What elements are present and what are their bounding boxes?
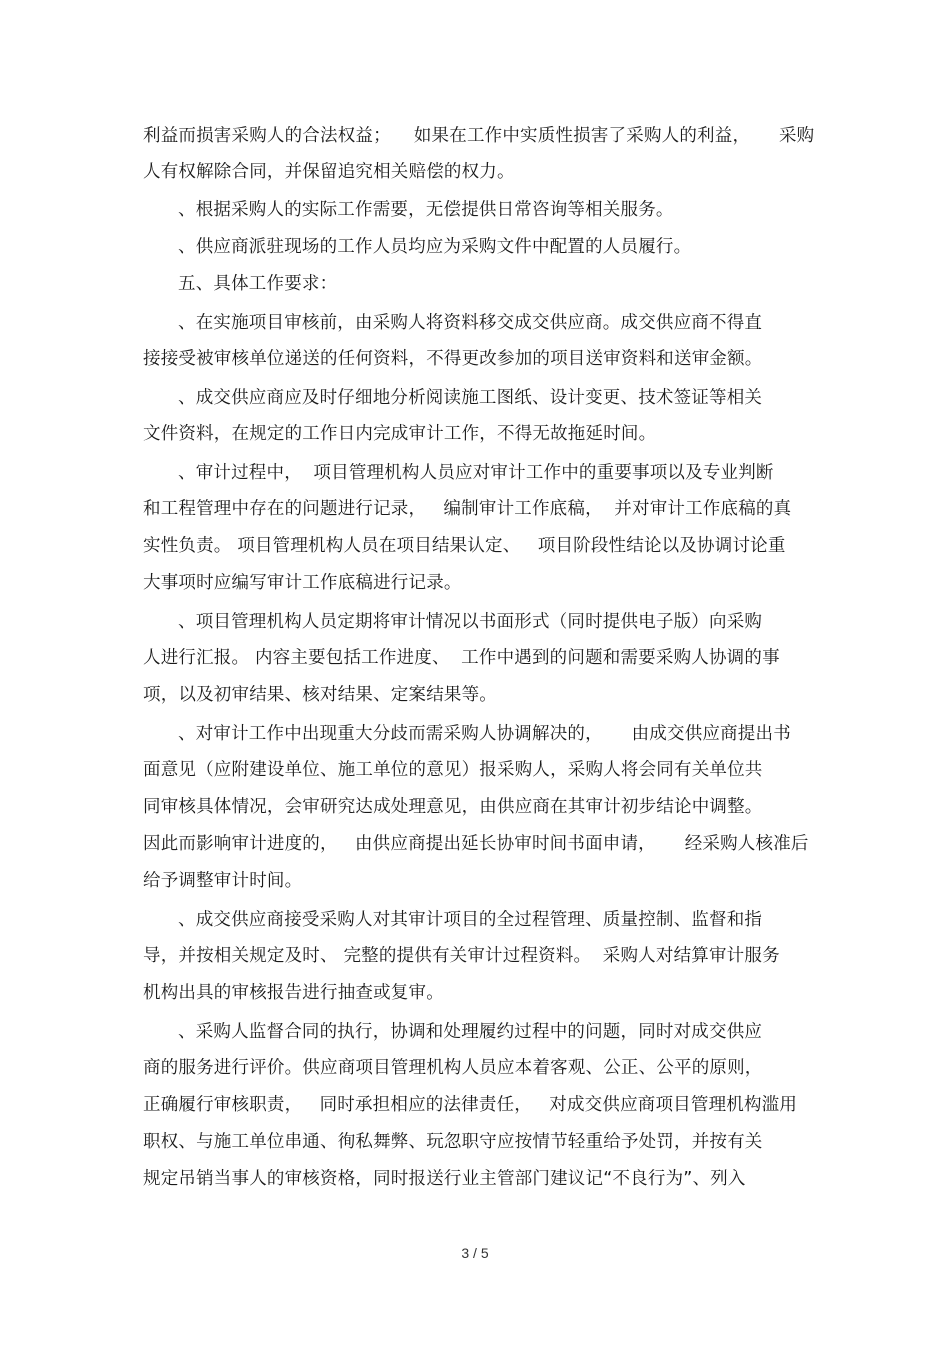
section-heading: 五、具体工作要求：: [178, 274, 338, 294]
text-line: 、采购人监督合同的执行，协调和处理履约过程中的问题，同时对成交供应: [178, 1022, 763, 1042]
text-line: 给予调整审计时间。: [143, 871, 303, 891]
text-line: 利益而损害采购人的合法权益； 如果在工作中实质性损害了采购人的利益， 采购: [143, 126, 815, 146]
text-line: 文件资料，在规定的工作日内完成审计工作，不得无故拖延时间。: [143, 424, 657, 444]
text-line: 、项目管理机构人员定期将审计情况以书面形式（同时提供电子版）向采购: [178, 612, 763, 632]
text-line: 、根据采购人的实际工作需要，无偿提供日常咨询等相关服务。: [178, 200, 674, 220]
text-line: 和工程管理中存在的问题进行记录， 编制审计工作底稿， 并对审计工作底稿的真: [143, 499, 792, 519]
text-line: 、对审计工作中出现重大分歧而需采购人协调解决的， 由成交供应商提出书: [178, 724, 791, 744]
text-line: 职权、与施工单位串通、徇私舞弊、玩忽职守应按情节轻重给予处罚，并按有关: [143, 1132, 763, 1152]
text-line: 机构出具的审核报告进行抽查或复审。: [143, 983, 444, 1003]
text-line: 面意见（应附建设单位、施工单位的意见）报采购人，采购人将会同有关单位共: [143, 760, 763, 780]
text-line: 、成交供应商接受采购人对其审计项目的全过程管理、质量控制、监督和指: [178, 910, 763, 930]
page-number: 3 / 5: [461, 1245, 489, 1261]
text-line: 规定吊销当事人的审核资格，同时报送行业主管部门建议记“不良行为”、列入: [143, 1169, 746, 1189]
text-line: 因此而影响审计进度的， 由供应商提出延长协审时间书面申请， 经采购人核准后: [143, 834, 809, 854]
text-line: 同审核具体情况，会审研究达成处理意见，由供应商在其审计初步结论中调整。: [143, 797, 763, 817]
text-line: 接接受被审核单位递送的任何资料，不得更改参加的项目送审资料和送审金额。: [143, 349, 763, 369]
text-line: 、审计过程中， 项目管理机构人员应对审计工作中的重要事项以及专业判断: [178, 463, 774, 483]
text-line: 、供应商派驻现场的工作人员均应为采购文件中配置的人员履行。: [178, 237, 692, 257]
text-line: 人有权解除合同，并保留追究相关赔偿的权力。: [143, 162, 515, 182]
text-line: 正确履行审核职责， 同时承担相应的法律责任， 对成交供应商项目管理机构滥用: [143, 1095, 798, 1115]
text-line: 人进行汇报。 内容主要包括工作进度、 工作中遇到的问题和需要采购人协调的事: [143, 648, 780, 668]
text-line: 导，并按相关规定及时、 完整的提供有关审计过程资料。 采购人对结算审计服务: [143, 946, 780, 966]
text-line: 、成交供应商应及时仔细地分析阅读施工图纸、设计变更、技术签证等相关: [178, 388, 763, 408]
text-line: 、在实施项目审核前，由采购人将资料移交成交供应商。成交供应商不得直: [178, 313, 763, 333]
text-line: 实性负责。 项目管理机构人员在项目结果认定、 项目阶段性结论以及协调讨论重: [143, 536, 786, 556]
text-line: 商的服务进行评价。供应商项目管理机构人员应本着客观、公正、公平的原则，: [143, 1058, 763, 1078]
text-line: 项，以及初审结果、核对结果、定案结果等。: [143, 685, 497, 705]
text-line: 大事项时应编写审计工作底稿进行记录。: [143, 573, 462, 593]
